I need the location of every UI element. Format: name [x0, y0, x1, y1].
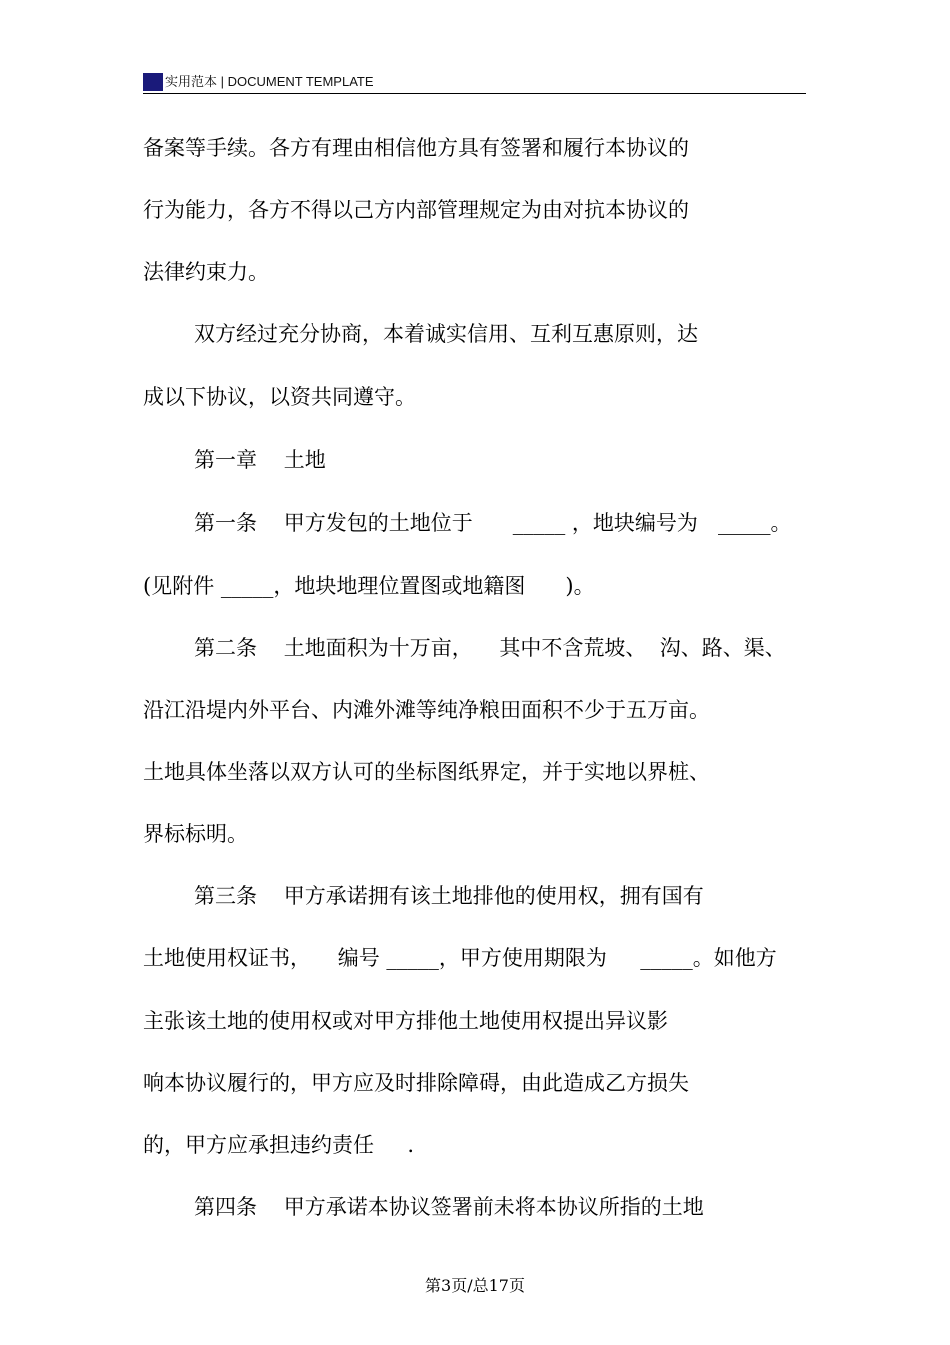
- text-line: (见附件 _____，地块地理位置图或地籍图 )。: [143, 574, 595, 598]
- header-rule: [143, 93, 806, 94]
- text-line: 主张该土地的使用权或对甲方排他土地使用权提出异议影: [143, 1009, 668, 1033]
- text-line: 行为能力，各方不得以己方内部管理规定为由对抗本协议的: [143, 198, 689, 222]
- text-line: 第四条 甲方承诺本协议签署前未将本协议所指的土地: [194, 1195, 704, 1219]
- text-line: 沿江沿堤内外平台、内滩外滩等纯净粮田面积不少于五万亩。: [143, 698, 710, 722]
- template-logo-icon: [143, 73, 163, 91]
- text-line: 法律约束力。: [143, 260, 269, 284]
- text-line: 成以下协议，以资共同遵守。: [143, 385, 416, 409]
- text-line: 备案等手续。各方有理由相信他方具有签署和履行本协议的: [143, 136, 689, 160]
- text-line: 的，甲方应承担违约责任 .: [143, 1133, 415, 1157]
- header-text: 实用范本 | DOCUMENT TEMPLATE: [165, 74, 374, 89]
- text-line: 第三条 甲方承诺拥有该土地排他的使用权，拥有国有: [194, 884, 704, 908]
- page-header: [143, 69, 806, 93]
- text-line: 第二条 土地面积为十万亩， 其中不含荒坡、 沟、路、渠、: [194, 636, 786, 660]
- text-line: 响本协议履行的，甲方应及时排除障碍，由此造成乙方损失: [143, 1071, 689, 1095]
- text-line: 土地使用权证书， 编号 _____，甲方使用期限为 _____。如他方: [143, 946, 777, 970]
- page-number: 第3页/总17页: [425, 1276, 525, 1295]
- text-line: 界标标明。: [143, 822, 248, 846]
- text-line: 土地具体坐落以双方认可的坐标图纸界定，并于实地以界桩、: [143, 760, 710, 784]
- text-line: 第一条 甲方发包的土地位于 _____ ，地块编号为 _____。: [194, 511, 792, 535]
- chapter-heading: 第一章 土地: [194, 448, 326, 472]
- text-line: 双方经过充分协商，本着诚实信用、互利互惠原则，达: [194, 322, 698, 346]
